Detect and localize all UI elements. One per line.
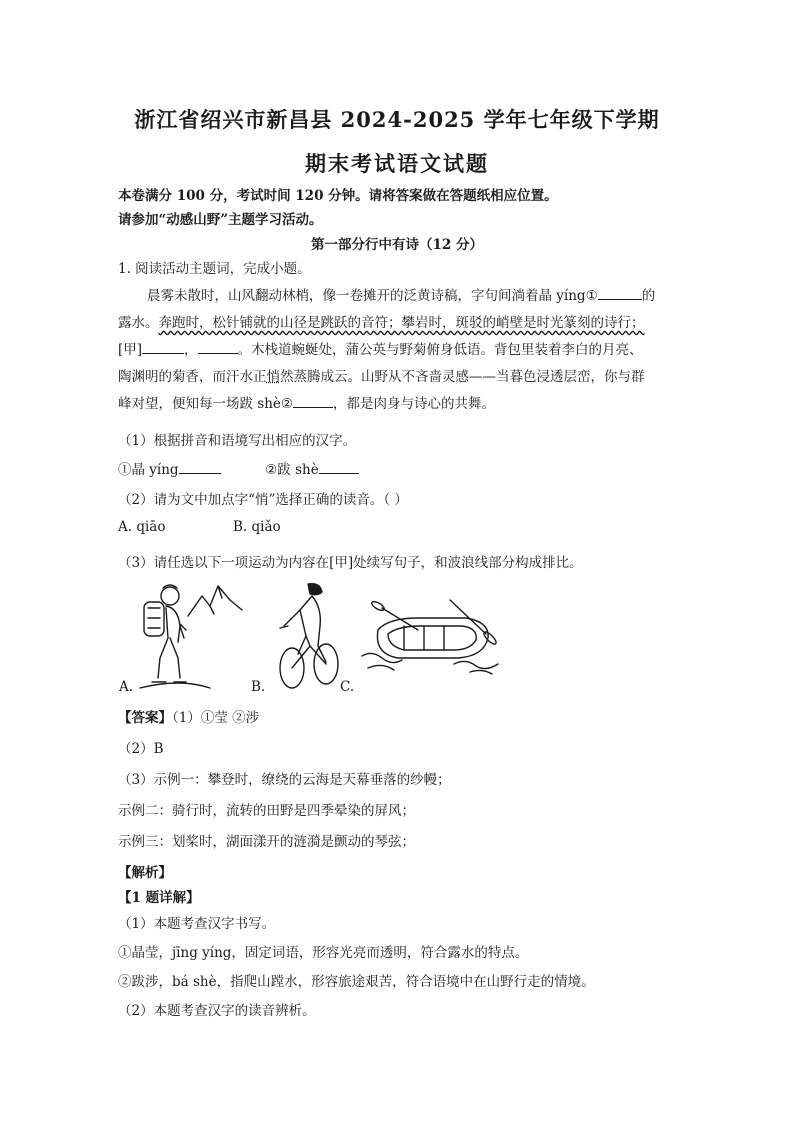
blank-jia-2 [198,341,238,354]
sub3-prompt: （3）请任选以下一项运动为内容在[甲]处续写句子，和波浪线部分构成排比。 [118,555,583,571]
sub3-label-c: C. [340,679,355,695]
sub2-option-a: A. qiāo [118,519,166,535]
hiker-icon [130,578,245,690]
question-stem: 1. 阅读活动主题词，完成小题。 [118,261,311,277]
answer-heading: 【答案】 [118,710,172,726]
sub2-prompt: （2）请为文中加点字“悄”选择正确的读音。（ ） [118,492,408,508]
answer-4: 示例二：骑行时，流转的田野是四季晕染的屏风； [118,803,415,819]
blank-2 [293,395,333,408]
section-title: 第一部分行中有诗（12 分） [311,237,483,253]
blank-1 [598,287,642,300]
passage-line-4: 陶渊明的菊香，而汗水正悄然蒸腾成云。山野从不吝啬灵感——当暮色浸透层峦，你与群 [118,369,645,385]
analysis-heading: 【解析】 [118,865,172,881]
analysis-1: （1）本题考查汉字书写。 [118,916,276,932]
blank-sub1-a [179,461,221,474]
exam-note-1: 本卷满分 100 分，考试时间 120 分钟。请将答案做在答题纸相应位置。 [118,188,558,204]
sub1-answers: ①晶 yíng ②跋 shè [118,458,359,478]
analysis-4: （2）本题考查汉字的读音辨析。 [118,1003,316,1019]
exam-title-line1: 浙江省绍兴市新昌县 2024-2025 学年七年级下学期 [134,107,660,132]
sub3-label-a: A. [119,679,134,695]
analysis-3: ②跋涉，bá shè，指爬山蹚水，形容旅途艰苦，符合语境中在山野行走的情境。 [118,974,595,990]
sub3-label-b: B. [251,679,266,695]
rafting-icon [358,594,504,676]
answer-2: （2）B [118,741,164,757]
cyclist-icon [270,580,342,692]
answer-5: 示例三：划桨时，湖面漾开的涟漪是颤动的琴弦； [118,834,415,850]
blank-sub1-b [319,461,359,474]
exam-note-2: 请参加“动感山野”主题学习活动。 [118,212,323,228]
passage-line-2: 露水。奔跑时，松针铺就的山径是跳跃的音符；攀岩时，斑驳的峭壁是时光篆刻的诗行； [118,315,645,331]
sub2-option-b: B. qiǎo [233,519,281,535]
analysis-detail-heading: 【1 题详解】 [118,890,200,906]
analysis-2: ①晶莹，jīng yíng，固定词语，形容光亮而透明，符合露水的特点。 [118,945,529,961]
sub1-prompt: （1）根据拼音和语境写出相应的汉字。 [118,433,357,449]
answer-block-line1: 【答案】（1）①莹 ②涉 [118,710,260,726]
passage-line-3: [甲] ， 。木栈道蜿蜒处，蒲公英与野菊俯身低语。背包里装着李白的月亮、 [118,342,643,358]
wavy-underline-text: 奔跑时，松针铺就的山径是跳跃的音符；攀岩时，斑驳的峭壁是时光篆刻的诗行； [158,315,645,331]
answer-3: （3）示例一：攀登时，缭绕的云海是天幕垂落的纱幔； [118,772,451,788]
blank-jia-1 [142,341,184,354]
dotted-char: 悄 [266,369,280,385]
passage-line-1: 晨雾未散时，山风翻动林梢，像一卷摊开的泛黄诗稿，字句间淌着晶 yíng① 的 [147,288,656,304]
exam-title-line2: 期末考试语文试题 [305,151,489,176]
passage-line-5: 峰对望，便知每一场跋 shè② ，都是肉身与诗心的共舞。 [118,396,496,412]
